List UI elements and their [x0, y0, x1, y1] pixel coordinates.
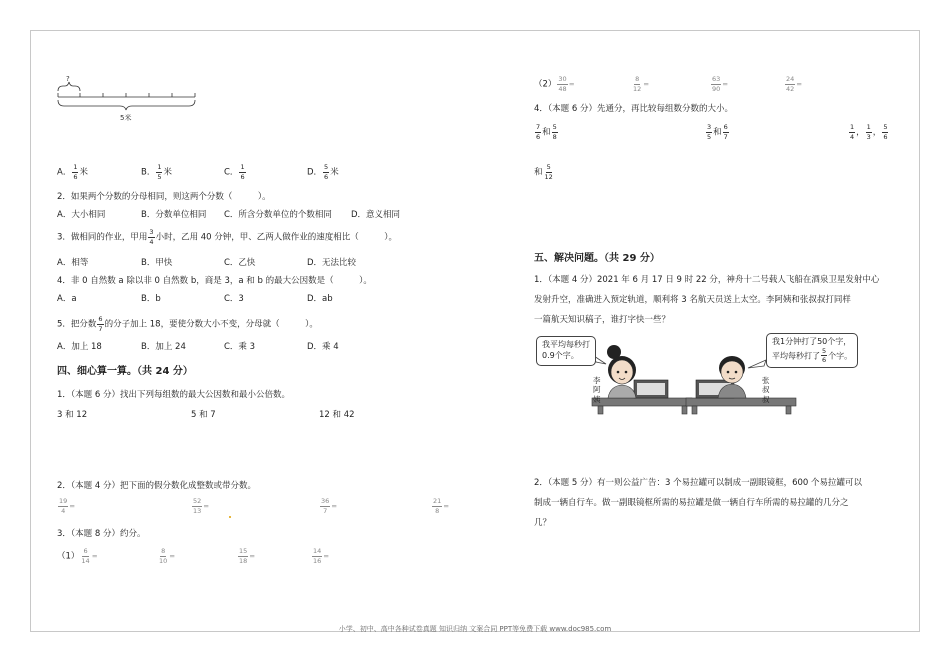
s5q2-line-3: 几？ [534, 518, 552, 528]
q1-option-b: B． $\frac{1}{5}$ 米 [141, 163, 172, 181]
section-4-heading: 四、细心算一算。（共 24 分） [57, 366, 193, 377]
diagram-length-label: 5米 [120, 114, 132, 122]
s4q2-item-4: $\frac{21}{8}$ = [433, 497, 450, 515]
q5-option-a: A．加上 18 [57, 342, 102, 352]
q5-option-c: C．乘 3 [224, 342, 256, 352]
s5q1-line-2: 发射升空，准确进入预定轨道，顺利将 3 名航天员送上太空。李阿姨和张叔叔打同样 [534, 295, 851, 305]
s4q2-item-1: $\frac{19}{4}$ = [59, 497, 76, 515]
s5q1-line-1: 1．（本题 4 分）2021 年 6 月 17 日 9 时 22 分，神舟十二号载人飞船在酒泉卫星发射中心 [534, 275, 880, 285]
q3-option-c: C．乙快 [224, 258, 256, 268]
left-speech-bubble: 我平均每秒打 0.9个字。 [536, 336, 596, 366]
s4q3-item-1: （1） $\frac{6}{14}$ = [57, 547, 98, 565]
question-4: 4．非 0 自然数 a 除以非 0 自然数 b，商是 3，a 和 b 的最大公因数是（ ）。 [57, 276, 372, 286]
q2-option-a: A．大小相同 [57, 210, 106, 220]
woman-figure [607, 345, 636, 398]
s5q2-line-2: 制成一辆自行车。做一副眼镜框所需的易拉罐是做一辆自行车所需的易拉罐的几分之 [534, 498, 849, 508]
q3-option-b: B．甲快 [141, 258, 173, 268]
r-question-4: 4．（本题 6 分）先通分，再比较每组数分数的大小。 [534, 104, 733, 114]
s4-question-1: 1．（本题 6 分）找出下列每组数的最大公因数和最小公倍数。 [57, 390, 290, 400]
segment-diagram [52, 72, 202, 124]
q4-option-b: B．b [141, 294, 161, 304]
question-5: 5．把分数 $\frac{6}{7}$ 的分子加上 18，要使分数大小不变，分母就（ ）。 [57, 315, 318, 333]
s4q1-item-3: 12 和 42 [319, 410, 355, 420]
s4q1-item-2: 5 和 7 [191, 410, 216, 420]
q2-option-c: C．所含分数单位的个数相同 [224, 210, 332, 220]
q1-option-c: C． $\frac{1}{6}$ [224, 163, 245, 181]
left-desk [592, 398, 692, 414]
q5-option-d: D．乘 4 [307, 342, 339, 352]
q2-option-d: D．意义相同 [351, 210, 401, 220]
s4-question-3: 3．（本题 8 分）约分。 [57, 529, 146, 539]
question-3: 3．做相同的作业，甲用 $\frac{3}{4}$ 小时，乙用 40 分钟，甲、乙两人做作业的速度相比（ ）。 [57, 228, 398, 246]
right-desk [686, 398, 796, 414]
s4q3-item-4: $\frac{14}{16}$ = [313, 547, 330, 565]
q3-option-a: A．相等 [57, 258, 89, 268]
bottom-brace [58, 100, 195, 110]
r2-item-3: $\frac{63}{90}$ = [712, 75, 729, 93]
question-2: 2．如果两个分数的分母相同，则这两个分数（ ）。 [57, 192, 271, 202]
q4-option-d: D．ab [307, 294, 333, 304]
s4q1-item-1: 3 和 12 [57, 410, 88, 420]
s4q3-item-2: $\frac{8}{10}$ = [159, 547, 176, 565]
stray-dot [229, 516, 231, 518]
r4-group-1: $\frac{7}{6}$ 和 $\frac{5}{8}$ [536, 123, 557, 141]
r2-item-1: （2） $\frac{30}{48}$ = [534, 75, 575, 93]
q3-option-d: D．无法比较 [307, 258, 357, 268]
q1-option-d: D． $\frac{5}{6}$ 米 [307, 163, 339, 181]
q4-option-a: A．a [57, 294, 77, 304]
right-bubble-tail [748, 360, 766, 368]
right-speech-bubble: 我1分钟打了50个字， 平均每秒打了 $\frac{5}{6}$ 个字。 [766, 333, 858, 368]
name-label-zhang: 张 叔 叔 [762, 376, 770, 404]
q5-option-b: B．加上 24 [141, 342, 186, 352]
section-5-heading: 五、解决问题。（共 29 分） [534, 253, 660, 264]
q4-option-c: C．3 [224, 294, 244, 304]
s4q2-item-2: $\frac{52}{13}$ = [193, 497, 210, 515]
r4-group-2: $\frac{3}{5}$ 和 $\frac{6}{7}$ [707, 123, 728, 141]
s5q1-line-3: 一篇航天知识稿子，谁打字快一些？ [534, 315, 671, 325]
s4-question-2: 2．（本题 4 分）把下面的假分数化成整数或带分数。 [57, 481, 256, 491]
q2-option-b: B．分数单位相同 [141, 210, 207, 220]
r2-item-4: $\frac{24}{42}$ = [786, 75, 803, 93]
s4q3-item-3: $\frac{15}{18}$ = [239, 547, 256, 565]
q1-option-a: A． $\frac{1}{6}$ 米 [57, 163, 88, 181]
page-footer: 小学、初中、高中各种试卷真题 知识归纳 文案合同 PPT等免费下载 www.doc985.com [338, 625, 612, 633]
left-laptop-icon [634, 380, 668, 398]
diagram-question-mark: ? [66, 75, 70, 83]
name-label-li: 李 阿 姨 [593, 376, 601, 404]
s4q2-item-3: $\frac{36}{7}$ = [321, 497, 338, 515]
top-brace [58, 82, 80, 91]
r2-item-2: $\frac{8}{12}$ = [633, 75, 650, 93]
s5q2-line-1: 2．（本题 5 分）有一则公益广告：3 个易拉罐可以制成一副眼镜框，600 个易拉罐可以 [534, 478, 863, 488]
man-figure [718, 356, 746, 398]
r4-group-4: 和 $\frac{5}{12}$ [534, 163, 553, 181]
r4-group-3: $\frac{1}{4}$ ， $\frac{1}{3}$ ， $\frac{5}{6}$ [850, 123, 888, 141]
